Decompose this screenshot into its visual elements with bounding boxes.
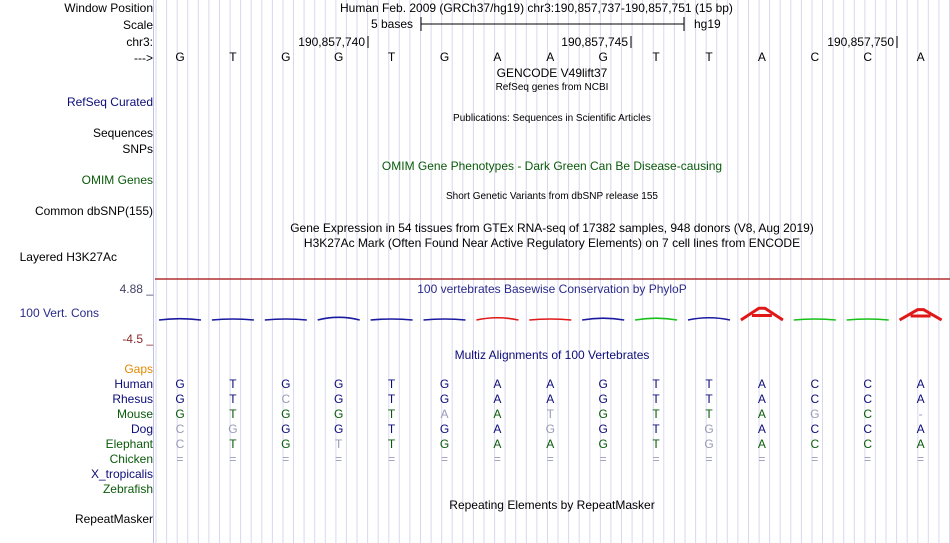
conservation-glyph bbox=[688, 318, 730, 320]
conservation-glyph bbox=[265, 319, 307, 320]
alignment-base: G bbox=[704, 422, 714, 436]
sequence-base: G bbox=[598, 50, 608, 64]
scale-bases-text: 5 bases bbox=[371, 17, 414, 31]
conservation-glyph bbox=[582, 318, 624, 320]
alignment-base: = bbox=[493, 452, 501, 466]
alignment-base: T bbox=[229, 437, 237, 451]
track-label-refseq[interactable]: RefSeq Curated bbox=[66, 95, 153, 109]
alignment-base: T bbox=[229, 407, 237, 421]
track-label-omim[interactable]: OMIM Genes bbox=[81, 173, 153, 187]
alignment-base: C bbox=[863, 422, 873, 436]
alignment-base: C bbox=[863, 377, 873, 391]
sequence-base: A bbox=[916, 50, 925, 64]
conservation-glyph bbox=[529, 319, 571, 320]
sequence-base: T bbox=[229, 50, 237, 64]
dbsnp-title: Short Genetic Variants from dbSNP release 155 bbox=[446, 191, 658, 202]
conservation-glyph bbox=[212, 319, 254, 320]
alignment-base: A bbox=[757, 392, 766, 406]
alignment-base: T bbox=[387, 437, 396, 451]
gencode-title[interactable]: GENCODE V49lift37 bbox=[496, 66, 608, 80]
alignment-base: = bbox=[388, 452, 396, 466]
alignment-base: G bbox=[598, 392, 608, 406]
alignment-base: = bbox=[652, 452, 660, 466]
sequence-base: G bbox=[334, 50, 344, 64]
conservation-glyph bbox=[794, 319, 836, 320]
alignment-base: T bbox=[652, 437, 660, 451]
window-position-label: Window Position bbox=[64, 1, 153, 15]
alignment-base: C bbox=[863, 392, 873, 406]
alignment-base: C bbox=[281, 392, 291, 406]
alignment-base: A bbox=[916, 437, 925, 451]
alignment-base: C bbox=[810, 377, 820, 391]
alignment-base: T bbox=[705, 377, 713, 391]
alignment-base: T bbox=[652, 407, 660, 421]
pos-tick-2: 190,857,745 bbox=[561, 35, 628, 49]
alignment-base: G bbox=[228, 422, 238, 436]
gtex-title: Gene Expression in 54 tissues from GTEx RNA-seq of 17382 samples, 948 donors (V8, Aug 2019) bbox=[290, 221, 814, 235]
conservation-glyph bbox=[900, 310, 942, 320]
repeatmasker-title: Repeating Elements by RepeatMasker bbox=[449, 498, 655, 512]
species-label[interactable]: Elephant bbox=[105, 437, 153, 451]
alignment-base: G bbox=[439, 437, 450, 451]
alignment-base: G bbox=[281, 422, 291, 436]
alignment-base: C bbox=[810, 437, 820, 451]
pos-tick-1: 190,857,740 bbox=[298, 35, 365, 49]
alignment-base: C bbox=[863, 437, 873, 451]
alignment-base: T bbox=[387, 377, 396, 391]
sequence-base: T bbox=[705, 50, 713, 64]
alignment-base: = bbox=[758, 452, 766, 466]
alignment-base: G bbox=[175, 407, 185, 421]
alignment-base: A bbox=[916, 392, 925, 406]
alignment-base: A bbox=[916, 422, 925, 436]
alignment-base: G bbox=[334, 422, 344, 436]
species-label[interactable]: Zebrafish bbox=[102, 482, 153, 496]
sequence-base: A bbox=[757, 50, 766, 64]
alignment-base: = bbox=[599, 452, 607, 466]
alignment-base: G bbox=[598, 407, 608, 421]
track-label-sequences[interactable]: Sequences bbox=[92, 126, 153, 140]
alignment-base: A bbox=[440, 407, 449, 421]
alignment-base: C bbox=[863, 407, 873, 421]
alignment-base: A bbox=[757, 437, 766, 451]
alignment-base: G bbox=[281, 437, 291, 451]
phylop-title: 100 vertebrates Basewise Conservation by PhyloP bbox=[417, 282, 687, 296]
conservation-glyph bbox=[476, 318, 518, 320]
alignment-base: = bbox=[282, 452, 290, 466]
cons-scale-max: 4.88 _ bbox=[119, 282, 153, 296]
sequence-base: T bbox=[387, 50, 396, 64]
chrom-label: chr3: bbox=[126, 35, 153, 49]
alignment-base: = bbox=[335, 452, 343, 466]
alignment-base: G bbox=[439, 392, 450, 406]
sequence-base: G bbox=[175, 50, 185, 64]
alignment-base: A bbox=[916, 377, 925, 391]
alignment-base: = bbox=[917, 452, 925, 466]
multiz-title: Multiz Alignments of 100 Vertebrates bbox=[454, 348, 650, 362]
conservation-glyph bbox=[741, 308, 783, 320]
alignment-base: = bbox=[176, 452, 184, 466]
alignment-base: T bbox=[652, 422, 660, 436]
position-tick-marks bbox=[368, 36, 897, 48]
alignment-base: A bbox=[546, 437, 555, 451]
alignment-base: G bbox=[598, 437, 608, 451]
alignment-base: G bbox=[334, 377, 344, 391]
sequence-base: A bbox=[546, 50, 555, 64]
alignment-base: A bbox=[493, 437, 502, 451]
species-label[interactable]: Chicken bbox=[109, 452, 153, 466]
species-label[interactable]: Rhesus bbox=[112, 392, 153, 406]
alignment-base: A bbox=[493, 407, 502, 421]
alignment-base: T bbox=[652, 377, 660, 391]
conservation-glyph bbox=[318, 317, 360, 320]
alignment-base: T bbox=[387, 407, 396, 421]
sequence-base: C bbox=[863, 50, 873, 64]
alignment-base: = bbox=[546, 452, 554, 466]
conservation-glyph bbox=[159, 319, 201, 320]
species-label[interactable]: Dog bbox=[130, 422, 153, 436]
alignment-base: T bbox=[229, 377, 237, 391]
species-label[interactable]: Mouse bbox=[116, 407, 153, 421]
db-name-text: hg19 bbox=[694, 17, 721, 31]
alignment-base: - bbox=[918, 407, 923, 421]
refseq-title: RefSeq genes from NCBI bbox=[495, 82, 609, 93]
sequence-base: C bbox=[810, 50, 820, 64]
conservation-glyph bbox=[371, 319, 413, 320]
pos-tick-3: 190,857,750 bbox=[827, 35, 894, 49]
track-label-snps[interactable]: SNPs bbox=[122, 142, 153, 156]
species-label[interactable]: X_tropicalis bbox=[90, 467, 153, 481]
alignment-base: T bbox=[387, 422, 396, 436]
scale-bar bbox=[421, 17, 684, 31]
h3k27ac-title: H3K27Ac Mark (Often Found Near Active Regulatory Elements) on 7 cell lines from ENCODE bbox=[303, 236, 801, 250]
track-label-repeatmasker[interactable]: RepeatMasker bbox=[74, 512, 153, 526]
alignment-base: = bbox=[229, 452, 237, 466]
alignment-base: T bbox=[387, 392, 396, 406]
alignment-base: G bbox=[175, 377, 185, 391]
strand-label: ---> bbox=[134, 51, 153, 65]
conservation-glyphs bbox=[159, 308, 942, 320]
track-label-dbsnp[interactable]: Common dbSNP(155) bbox=[34, 204, 153, 218]
alignment-base: A bbox=[493, 392, 502, 406]
sequence-base: T bbox=[652, 50, 660, 64]
alignment-base: A bbox=[757, 377, 766, 391]
track-label-gaps[interactable]: Gaps bbox=[124, 362, 153, 376]
scale-label: Scale bbox=[122, 18, 153, 32]
alignment-base: G bbox=[281, 407, 291, 421]
alignment-base: T bbox=[546, 407, 554, 421]
sequence-base: A bbox=[493, 50, 502, 64]
label-divider bbox=[153, 0, 154, 543]
sequence-base: G bbox=[281, 50, 291, 64]
sequence-base: G bbox=[439, 50, 450, 64]
alignment-base: A bbox=[757, 407, 766, 421]
alignment-base: = bbox=[705, 452, 713, 466]
track-label-h3k27ac[interactable]: Layered H3K27Ac bbox=[19, 250, 117, 264]
alignment-base: T bbox=[705, 392, 713, 406]
alignment-base: G bbox=[810, 407, 820, 421]
alignment-base: G bbox=[704, 437, 714, 451]
assembly-position-text: Human Feb. 2009 (GRCh37/hg19) chr3:190,857,737-190,857,751 (15 bp) bbox=[340, 1, 733, 15]
cons-scale-min: -4.5 _ bbox=[122, 332, 153, 346]
species-label[interactable]: Human bbox=[114, 377, 153, 391]
alignment-base: G bbox=[545, 422, 555, 436]
alignment-base: A bbox=[493, 422, 502, 436]
track-label-vert-cons[interactable]: 100 Vert. Cons bbox=[19, 306, 99, 320]
alignment-base: A bbox=[546, 377, 555, 391]
conservation-glyph bbox=[424, 319, 466, 320]
alignment-base: G bbox=[598, 377, 608, 391]
alignment-base: T bbox=[705, 407, 713, 421]
alignment-base: G bbox=[334, 392, 344, 406]
alignment-base: G bbox=[439, 422, 450, 436]
alignment-base: T bbox=[652, 392, 660, 406]
publications-title: Publications: Sequences in Scientific Articles bbox=[453, 113, 651, 124]
alignment-base: G bbox=[598, 422, 608, 436]
alignment-base: C bbox=[175, 437, 185, 451]
alignment-base: G bbox=[439, 377, 450, 391]
alignment-base: C bbox=[175, 422, 185, 436]
alignment-base: = bbox=[440, 452, 448, 466]
alignment-base: A bbox=[493, 377, 502, 391]
alignment-base: C bbox=[810, 422, 820, 436]
alignment-base: A bbox=[546, 392, 555, 406]
alignment-base: A bbox=[757, 422, 766, 436]
alignment-base: G bbox=[281, 377, 291, 391]
alignment-base: = bbox=[811, 452, 819, 466]
alignment-base: T bbox=[229, 392, 237, 406]
alignment-base: C bbox=[810, 392, 820, 406]
conservation-glyph bbox=[847, 319, 889, 320]
omim-title: OMIM Gene Phenotypes - Dark Green Can Be Disease-causing bbox=[381, 159, 723, 173]
alignment-base: G bbox=[334, 407, 344, 421]
alignment-base: G bbox=[175, 392, 185, 406]
alignment-base: = bbox=[864, 452, 872, 466]
conservation-glyph bbox=[635, 318, 677, 320]
alignment-base: T bbox=[335, 437, 343, 451]
